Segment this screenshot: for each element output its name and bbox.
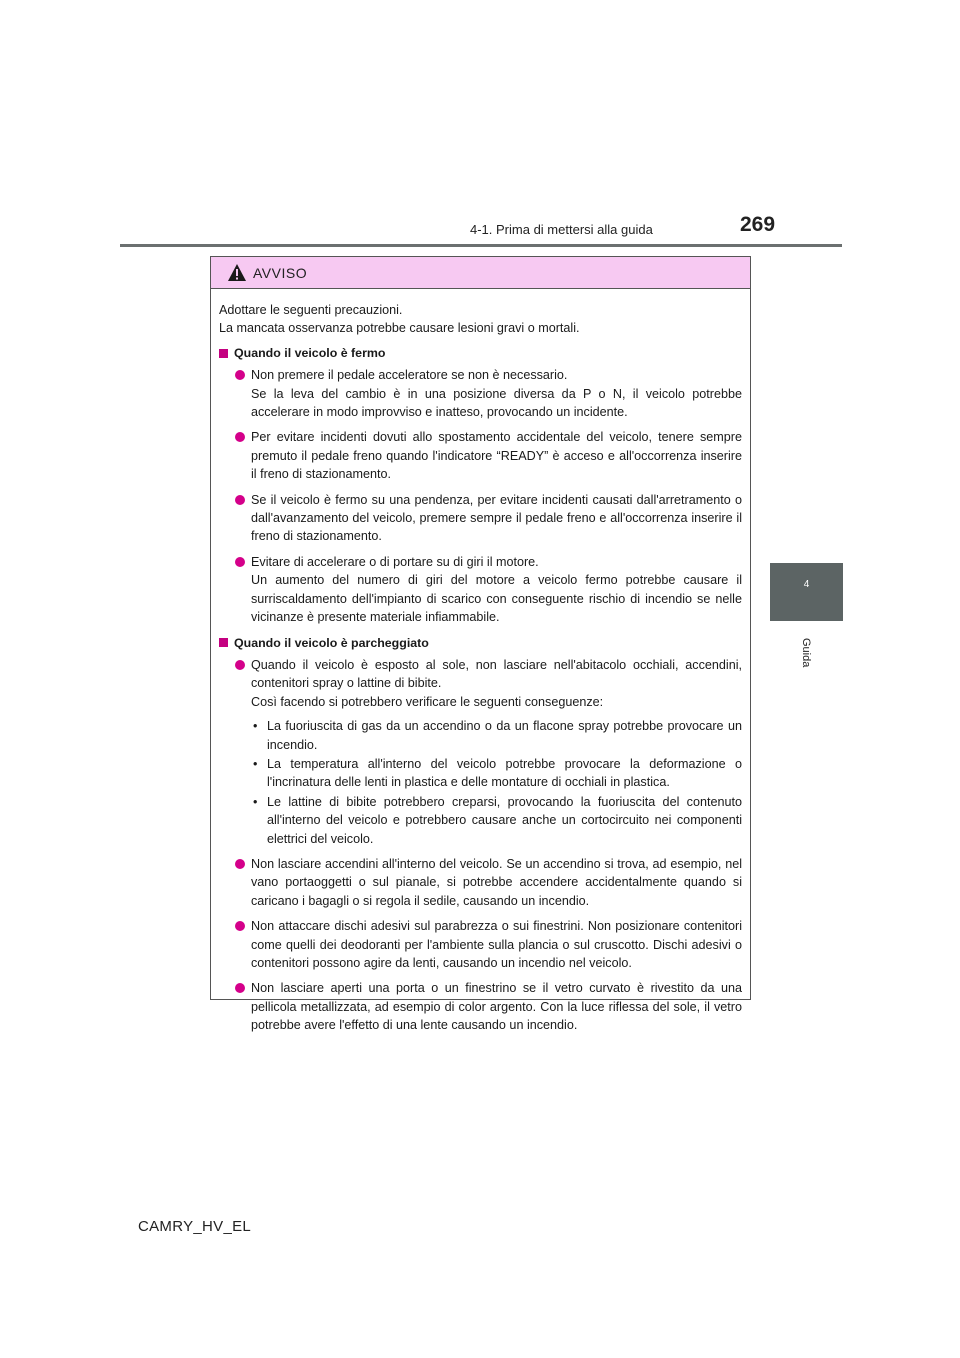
section-parked (219, 634, 742, 1035)
list-item (219, 979, 742, 1034)
page-number: 269 (740, 213, 776, 236)
sub-item-text: Le lattine di bibite potrebbero creparsi, provocando la fuoriuscita del contenuto all'interno del veicolo e potrebbero causare anche un cortocircuito nei componenti elettrici del veicolo. (267, 794, 742, 846)
section-heading-text: Quando il veicolo è fermo (234, 345, 386, 360)
sub-list-item: • La fuoriuscita di gas da un accendino o da un flacone spray potrebbe provocare un incendio. (253, 719, 742, 752)
document-code: CAMRY_HV_EL (138, 1218, 252, 1235)
square-bullet-icon (219, 638, 228, 647)
item-text: Così facendo si potrebbero verificare le seguenti conseguenze: (251, 694, 604, 709)
item-text: Se la leva del cambio è in una posizione diversa da P o N, il veicolo potrebbe accelerare in modo improvviso e inatteso, provocando un incidente. (251, 386, 742, 420)
round-bullet-icon (235, 370, 245, 380)
list-item (219, 366, 742, 421)
warning-title: AVVISO (253, 264, 308, 281)
sub-item-text: La temperatura all'interno del veicolo potrebbe provocare la deformazione o l'incrinatura delle lenti in plastica e delle montature di occhiali in plastica. (267, 756, 742, 790)
sub-item-text: La fuoriuscita di gas da un accendino o da un flacone spray potrebbe provocare un incendio. (267, 719, 742, 752)
list-item (219, 553, 742, 627)
sub-list (251, 717, 742, 848)
item-text: Non attaccare dischi adesivi sul parabrezza o sui finestrini. Non posizionare contenitori come quelli dei deodoranti per l'ambiente sulla plancia o sul cruscotto. Dischi adesivi o contenitori possono agire da lenti, causando un incendio nel veicolo. (251, 919, 742, 970)
item-text: Quando il veicolo è esposto al sole, non lasciare nell'abitacolo occhiali, accendini, contenitori spray o lattine di bibite. (251, 657, 742, 691)
round-bullet-icon (235, 432, 245, 442)
list-item (219, 491, 742, 546)
item-text: Non lasciare aperti una porta o un finestrino se il vetro curvato è rivestito da una pellicola metallizzata, ad esempio di color argento. Con la luce riflessa del sole, il vetro potrebbe avere l'effetto di una lente causando un incendio. (251, 981, 742, 1033)
round-bullet-icon (235, 660, 245, 670)
sub-list-item: • La temperatura all'interno del veicolo potrebbe provocare la deformazione o l'incrinatura delle lenti in plastica e delle montature di occhiali in plastica. (253, 756, 742, 790)
header-rule (120, 244, 842, 247)
list-item (219, 428, 742, 483)
item-text: Non premere il pedale acceleratore se non è necessario. (251, 368, 568, 383)
section-heading-text: Quando il veicolo è parcheggiato (234, 635, 429, 650)
list-item (219, 855, 742, 910)
list-item (219, 656, 742, 848)
round-bullet-icon (235, 859, 245, 869)
item-text: Per evitare incidenti dovuti allo spostamento accidentale del veicolo, tenere sempre premuto il pedale freno quando l'indicatore “READY” è acceso e all'occorrenza inserire il freno di stazionamento. (251, 430, 742, 482)
intro-line: Adottare le seguenti precauzioni. (219, 303, 403, 317)
warning-body (211, 289, 750, 1035)
round-bullet-icon (235, 921, 245, 931)
round-bullet-icon (235, 495, 245, 505)
chapter-tab (770, 563, 843, 621)
warning-box (210, 256, 751, 1033)
round-bullet-icon (235, 983, 245, 993)
header-section-title: 4-1. Prima di mettersi alla guida (470, 222, 653, 237)
warning-intro (219, 301, 742, 338)
item-text: Non lasciare accendini all'interno del veicolo. Se un accendino si trova, ad esempio, nel vano portaoggetti o sul pianale, si potrebbe accendere accidentalmente quando si caricano i bagagli o si regola il sedile, causando un incendio. (251, 856, 742, 908)
warning-header (211, 257, 750, 289)
item-text: Un aumento del numero di giri del motore a veicolo fermo potrebbe causare il surriscaldamento dell'impianto di scarico con conseguente rischio di incendio se nelle vicinanze è presente materiale infiammabile. (251, 573, 742, 625)
intro-line: La mancata osservanza potrebbe causare lesioni gravi o mortali. (219, 321, 580, 336)
section-parked-stopped (219, 344, 742, 627)
section-heading (219, 344, 742, 362)
warning-triangle-icon (227, 263, 247, 282)
chapter-number: 4 (803, 579, 810, 590)
chapter-label: Guida (800, 638, 812, 668)
sub-list-item: • Le lattine di bibite potrebbero creparsi, provocando la fuoriuscita del contenuto all'interno del veicolo e potrebbero causare anche un cortocircuito nei componenti elettrici del veicolo. (253, 794, 742, 846)
item-text: Evitare di accelerare o di portare su di giri il motore. (251, 554, 539, 569)
item-text: Se il veicolo è fermo su una pendenza, per evitare incidenti causati dall'arretramento o dall'avanzamento del veicolo, premere sempre il pedale freno e all'occorrenza inserire il freno di stazionamento. (251, 492, 742, 544)
round-bullet-icon (235, 557, 245, 567)
section-heading (219, 634, 742, 652)
list-item (219, 917, 742, 972)
square-bullet-icon (219, 349, 228, 358)
